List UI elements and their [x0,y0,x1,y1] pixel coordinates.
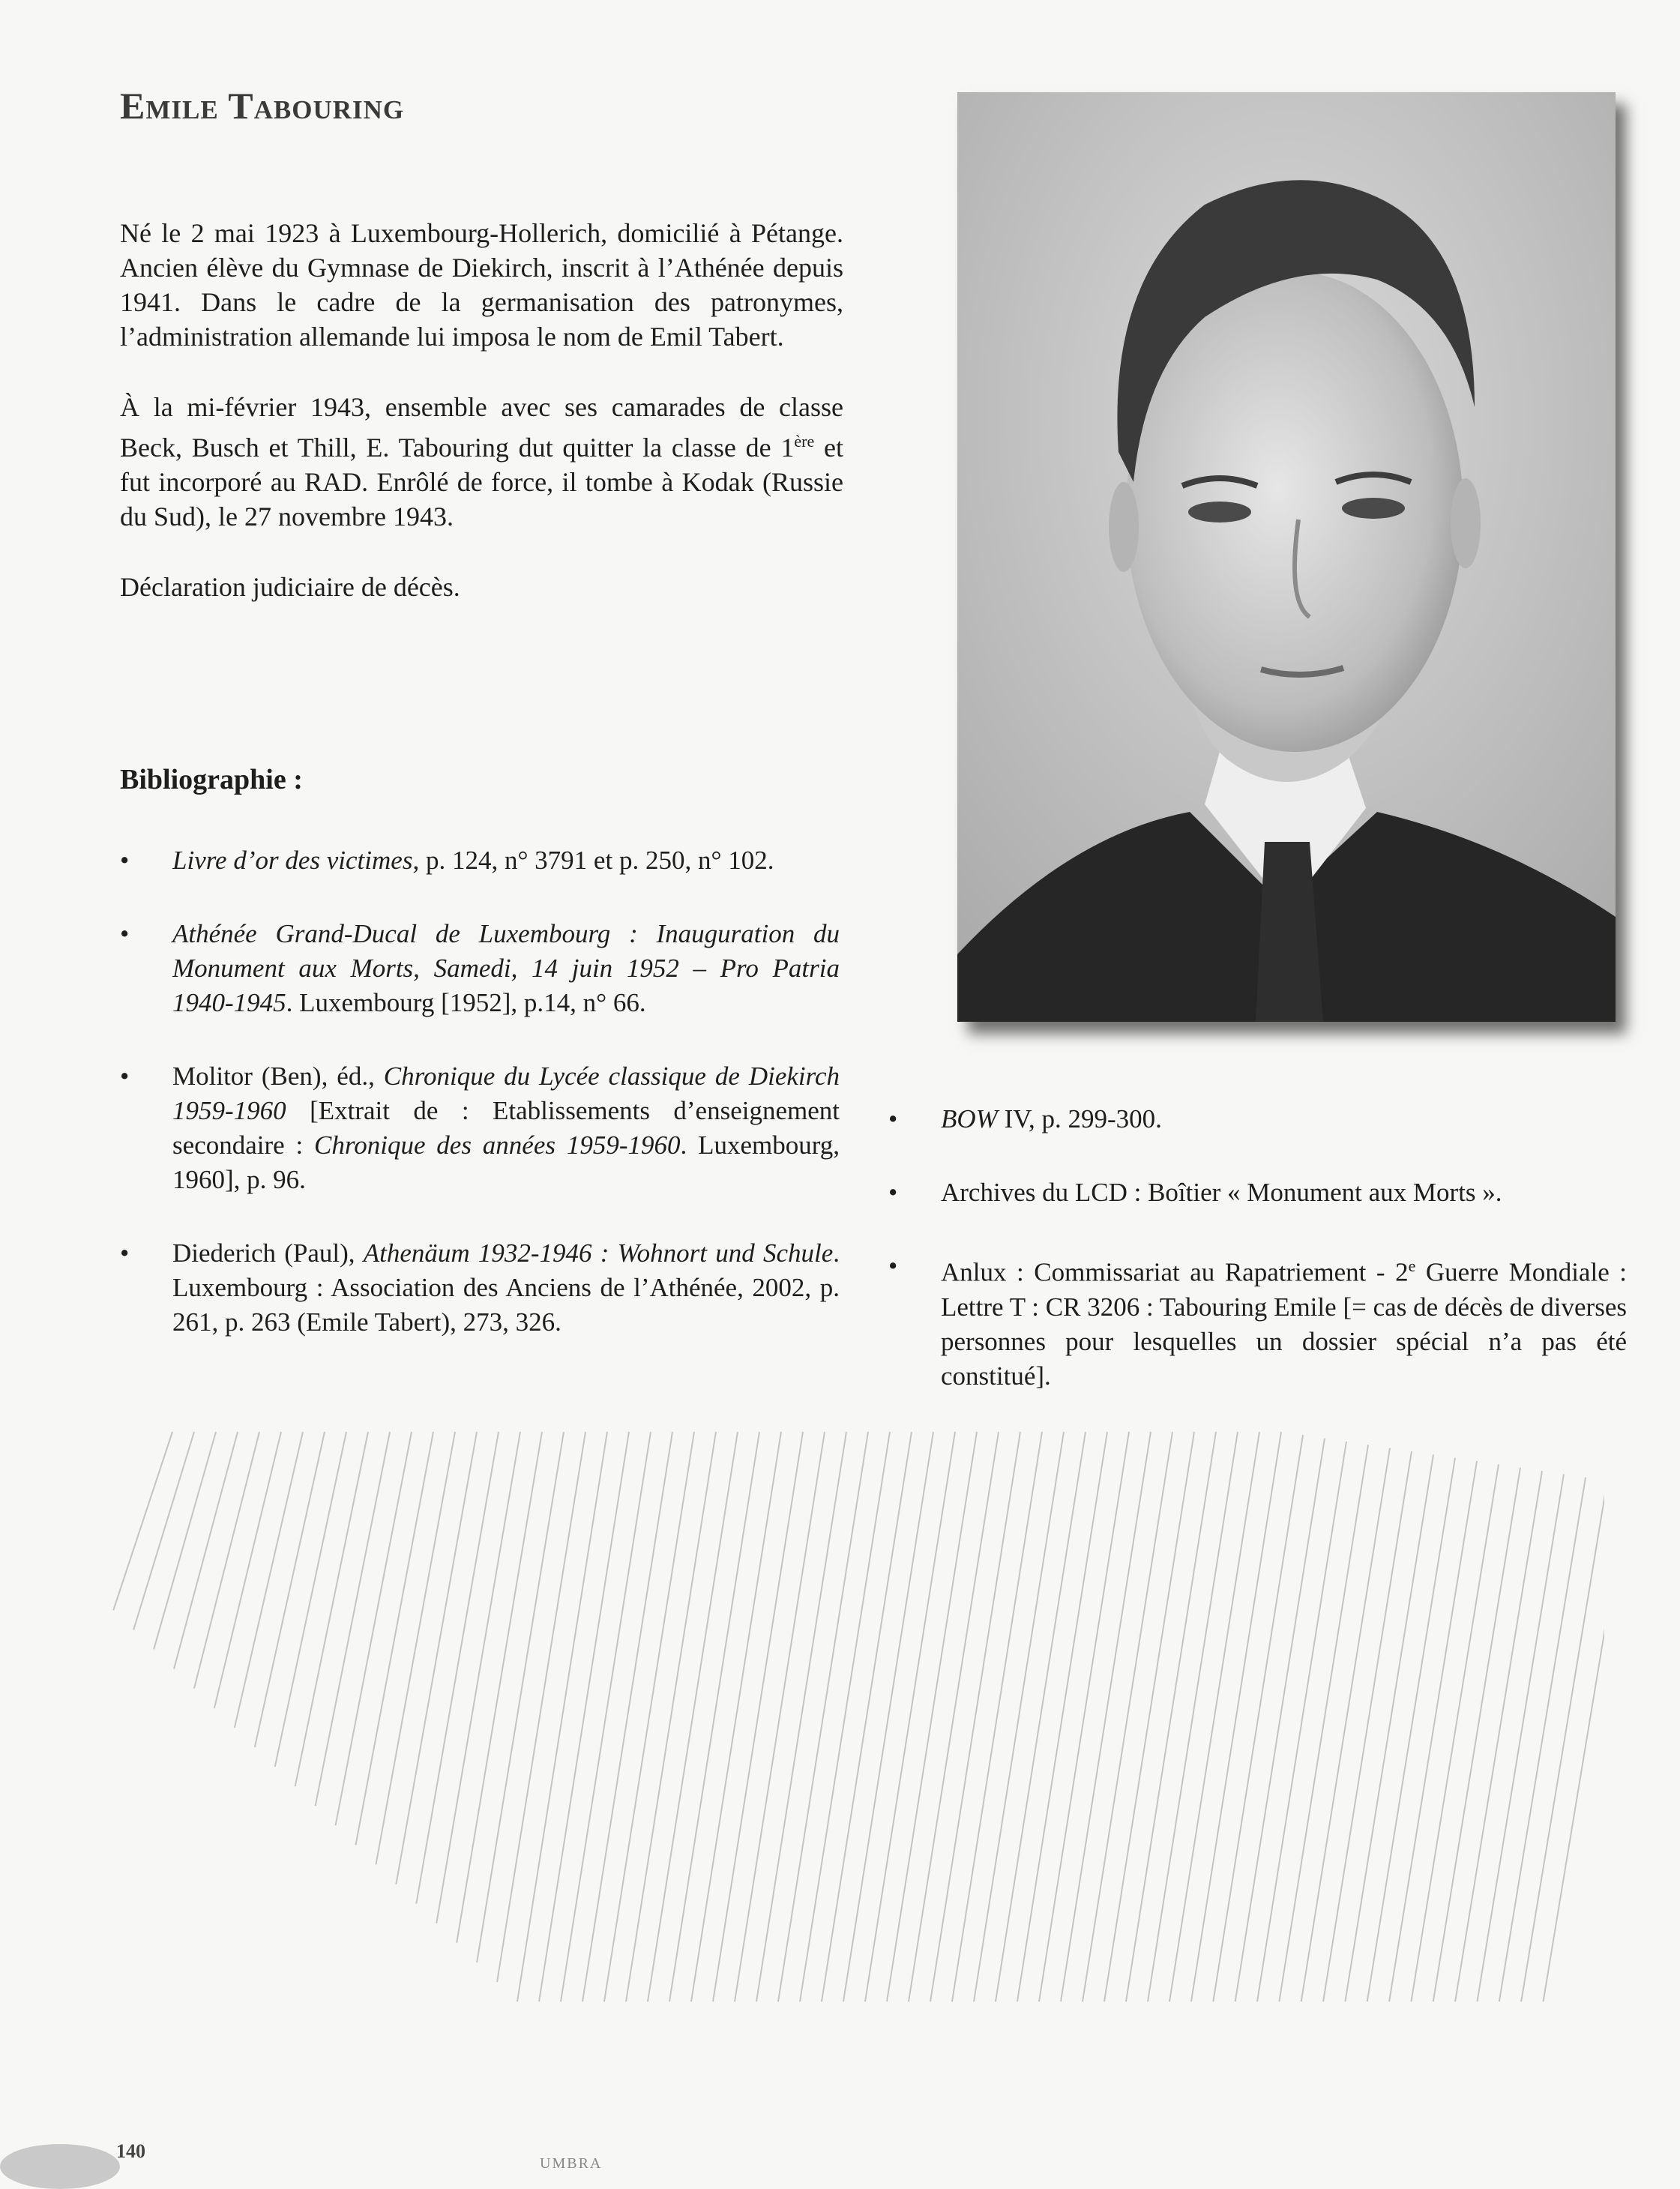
hatch-line [1148,1432,1238,2002]
hatch-line [1061,1432,1151,2002]
hatch-line [133,1432,194,1630]
hatch-line [1499,1478,1586,2002]
biography [120,216,843,640]
hatch-line [1411,1464,1499,2002]
hatch-line [822,1432,912,2002]
hatch-line [416,1432,499,1904]
corner-emblem [0,2144,120,2189]
hatch-line [517,1432,607,2002]
hatch-line [1169,1432,1259,2002]
bio-paragraph-declaration: Déclaration judiciaire de décès. [120,572,460,602]
hatch-line [1433,1468,1520,2002]
hatch-line [316,1432,390,1806]
bullet-icon: • [888,1178,898,1207]
hatch-line [355,1432,433,1845]
hatch-line [1279,1445,1368,2002]
bullet-icon: • [120,1238,130,1268]
hatch-line [1301,1448,1390,2002]
hatch-line [778,1432,868,2002]
hatch-line [800,1432,890,2002]
hatch-line [295,1432,368,1786]
hatch-line [626,1432,716,2002]
bibliography-entry: • Molitor (Ben), éd., Chronique du Lycée classique de Diekirch 1959-1960 [Extrait de : Etablissements d’enseignement secondaire : Chronique des années 1959-1960. Luxembourg, 1960], p. 96. [120,1059,840,1197]
hatch-line [1389,1461,1477,2002]
hatch-line [1477,1474,1564,2002]
hatch-line [1213,1435,1303,2002]
hatch-line [1521,1481,1604,2002]
bio-paragraph-birth: Né le 2 mai 1923 à Luxembourg-Hollerich, domicilié à Pétange. Ancien élève du Gymnase de Diekirch, inscrit à l’Athénée depuis 1941. Dans le cadre de la germanisation des patronymes, l’administration allemande lui imposa le nom de Emil Tabert. [120,218,843,352]
hatch-line [1039,1432,1129,2002]
hatch-line [336,1432,412,1825]
hatch-line [1083,1432,1172,2002]
hatch-line [865,1432,955,2002]
hatch-line [436,1432,520,1924]
page-title: Emile Tabouring [120,84,405,127]
hatch-line [952,1432,1042,2002]
hatch-line [604,1432,694,2002]
hatch-line [691,1432,781,2002]
hatch-line [1345,1454,1433,2002]
hatch-line [1543,1484,1604,2002]
hatch-line [1323,1451,1412,2002]
hatch-line [930,1432,1020,2002]
hatch-line [843,1432,933,2002]
hatch-line [713,1432,803,2002]
ordinal-superscript: ère [794,432,815,451]
bibliography-entry: • BOW IV, p. 299-300. [888,1102,1627,1136]
bibliography-entry: • Archives du LCD : Boîtier « Monument aux Morts ». [888,1175,1627,1210]
hatch-line [1017,1432,1107,2002]
bibliography-entry: • Diederich (Paul), Athenäum 1932-1946 : Wohnort und Schule. Luxembourg : Association des Anciens de l’Athénée, 2002, p. 261, p. 263 (Emile Tabert), 273, 326. [120,1236,840,1340]
hatch-line [497,1432,585,1982]
bullet-icon: • [888,1104,898,1133]
hatch-line [539,1432,629,2002]
bibliography-entry: • Anlux : Commissariat au Rapatriement - 2e Guerre Mondiale : Lettre T : CR 3206 : Tabouring Emile [= cas de décès de diverses personnes pour lesquelles un dossier spécial n’a pas été constitué]. [888,1249,1627,1394]
page-number: 140 [116,2140,145,2162]
bibliography-entry: • Livre d’or des victimes, p. 124, n° 3791 et p. 250, n° 102. [120,843,840,878]
hatch-line [1235,1439,1325,2002]
hatch-line [376,1432,455,1864]
bullet-icon: • [120,919,130,948]
hatch-line [887,1432,977,2002]
hatch-line [909,1432,999,2002]
hatch-line [275,1432,346,1767]
bio-paragraph-enrolment: À la mi-février 1943, ensemble avec ses camarades de classe Beck, Busch et Thill, E. Tabouring dut quitter la classe de 1ère et fut incorporé au RAD. Enrôlé de force, il tombe à Kodak (Russie du Sud), le 27 novembre 1943. [120,392,843,532]
bullet-icon: • [120,846,130,875]
hatch-line [669,1432,759,2002]
hatch-line [457,1432,542,1943]
hatch-line [1257,1442,1346,2002]
portrait-illustration [957,92,1616,1022]
hatch-line [1455,1471,1542,2002]
hatch-line [1104,1432,1194,2002]
hatch-line [1191,1432,1281,2002]
bullet-icon: • [120,1062,130,1091]
hatch-line [582,1432,672,2002]
hatched-decoration [112,1409,1604,2024]
hatch-line [113,1432,172,1610]
hatch-line [477,1432,564,1963]
hatch-line [561,1432,651,2002]
hatch-line [648,1432,738,2002]
hatch-line [996,1432,1086,2002]
bibliography-list-right [888,1102,1627,1433]
hatch-line [756,1432,846,2002]
bibliography-heading: Bibliographie : [120,764,303,795]
bibliography-list-left [120,843,840,1379]
hatch-line [735,1432,825,2002]
footer-running-title: UMBRA [540,2155,603,2172]
hatch-line [396,1432,477,1884]
bibliography-entry: • Athénée Grand-Ducal de Luxembourg : Inauguration du Monument aux Morts, Samedi, 14 juin 1952 – Pro Patria 1940-1945. Luxembourg [1952], p.14, n° 66. [120,917,840,1020]
hatch-line [1367,1458,1455,2002]
hatch-line [1126,1432,1216,2002]
hatch-line [974,1432,1064,2002]
bullet-icon: • [888,1251,898,1280]
portrait-photo [957,92,1616,1022]
